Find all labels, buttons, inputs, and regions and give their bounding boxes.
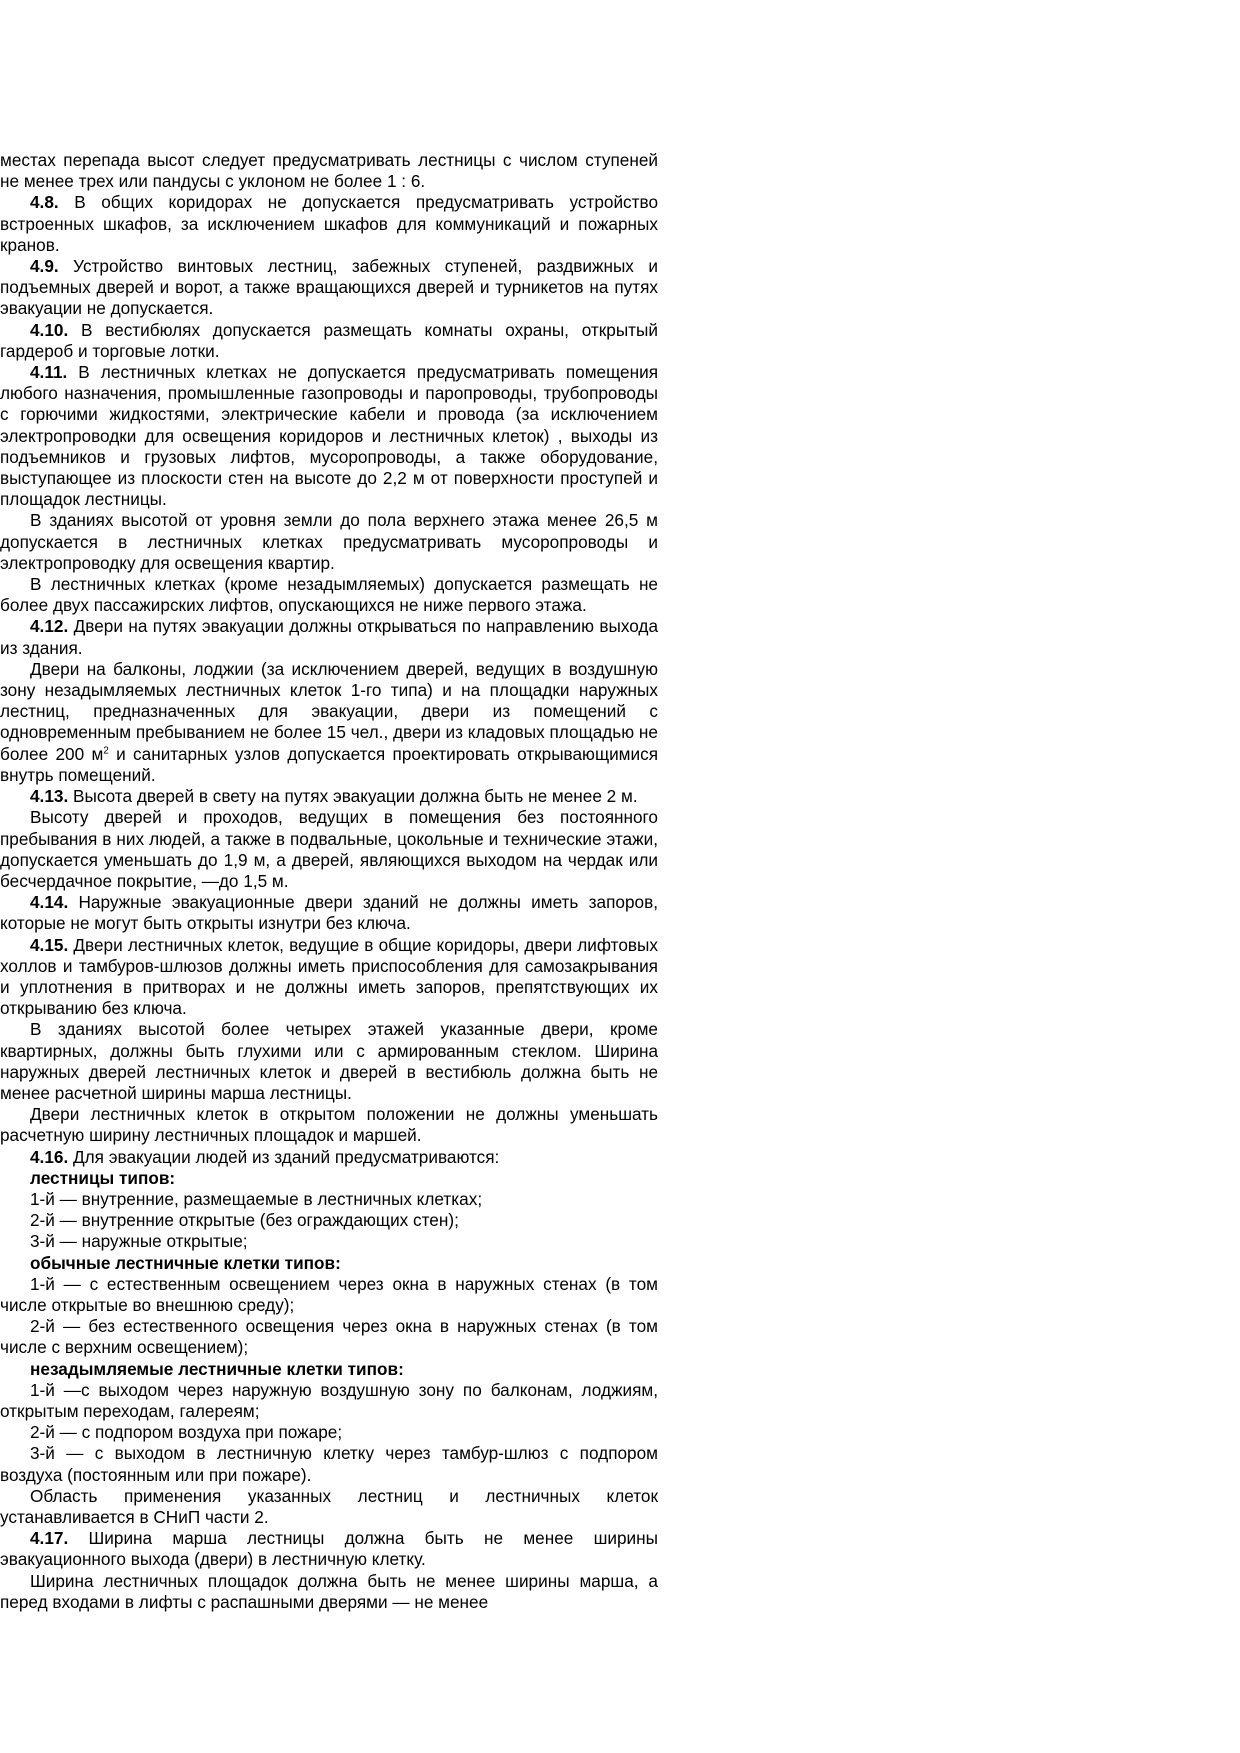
paragraph-text: В лестничных клетках (кроме незадымляемых) допускается размещать не более двух пассажирских лифтов, опускающихся не ниже первого этажа. bbox=[0, 574, 658, 616]
paragraph bbox=[0, 1274, 658, 1316]
section-heading-paragraph bbox=[0, 1359, 658, 1380]
paragraph bbox=[0, 574, 658, 616]
paragraph bbox=[0, 1528, 658, 1570]
paragraph-text: 1-й — с естественным освещением через окна в наружных стенах (в том числе открытые во внешнюю среду); bbox=[0, 1273, 658, 1315]
paragraph-text: В лестничных клетках не допускается предусматривать помещения любого назначения, промышленные газопроводы и паропроводы, трубопроводы с горючими жидкостями, электрические кабели и провода (за исключением электропроводки для освещения коридоров и лестничных клеток) , выходы из подъемников и грузовых лифтов, мусоропроводы, а также оборудование, выступающее из плоскости стен на высоте до 2,2 м от поверхности проступей и площадок лестницы. bbox=[0, 362, 659, 510]
paragraph bbox=[0, 150, 658, 192]
superscript: 2 bbox=[103, 744, 109, 756]
paragraph-text: В вестибюлях допускается размещать комнаты охраны, открытый гардероб и торговые лотки. bbox=[0, 319, 658, 361]
paragraph-text: 3-й — с выходом в лестничную клетку через тамбур-шлюз с подпором воздуха (постоянным или при пожаре). bbox=[0, 1443, 658, 1485]
paragraph-text: В зданиях высотой более четырех этажей указанные двери, кроме квартирных, должны быть глухими или с армированным стеклом. Ширина наружных дверей лестничных клеток и дверей в вестибюль должна быть не менее расчетной ширины марша лестницы. bbox=[0, 1019, 658, 1103]
paragraph-text: В зданиях высотой от уровня земли до пола верхнего этажа менее 26,5 м допускается в лестничных клетках предусматривать мусоропроводы и электропроводку для освещения квартир. bbox=[0, 510, 658, 573]
paragraph-text: Высоту дверей и проходов, ведущих в помещения без постоянного пребывания в них людей, а также в подвальные, цокольные и технические этажи, допускается уменьшать до 1,9 м, а дверей, являющихся выходом на чердак или бесчердачное покрытие, —до 1,5 м. bbox=[0, 807, 658, 891]
paragraph-text: Высота дверей в свету на путях эвакуации должна быть не менее 2 м. bbox=[73, 786, 638, 807]
paragraph bbox=[0, 659, 658, 786]
paragraph bbox=[0, 1104, 658, 1146]
paragraph bbox=[0, 320, 658, 362]
paragraph-text: Ширина лестничных площадок должна быть не менее ширины марша, а перед входами в лифты с распашными дверями — не менее bbox=[0, 1570, 658, 1612]
paragraph bbox=[0, 256, 658, 320]
clause-number: 4.11. bbox=[30, 362, 68, 383]
paragraph bbox=[0, 807, 658, 892]
clause-number: 4.10. bbox=[30, 319, 69, 340]
paragraph-text: Область применения указанных лестниц и лестничных клеток устанавливается в СНиП части 2. bbox=[0, 1485, 658, 1527]
paragraph-text: местах перепада высот следует предусматривать лестницы с числом ступеней не менее трех или пандусы с уклоном не более 1 : 6. bbox=[0, 150, 658, 192]
paragraph-text: 2-й — с подпором воздуха при пожаре; bbox=[30, 1422, 343, 1443]
clause-number: 4.14. bbox=[30, 892, 69, 913]
paragraph bbox=[0, 1019, 658, 1104]
paragraph-text: Двери лестничных клеток, ведущие в общие коридоры, двери лифтовых холлов и тамбуров-шлюзов должны иметь приспособления для самозакрывания и уплотнения в притворах и не должны иметь запоров, препятствующих их открыванию без ключа. bbox=[0, 934, 658, 1019]
document-page-text bbox=[0, 150, 658, 1613]
paragraph-text: Двери на балконы, лоджии (за исключением дверей, ведущих в воздушную зону незадымляемых лестничных клеток 1-го типа) и на площадки наружных лестниц, предназначенных для эвакуации, двери из помещений с одновременным пребыванием не более 15 чел., двери из кладовых площадью не более 200 м bbox=[0, 658, 658, 764]
paragraph-text: 2-й — внутренние открытые (без ограждающих стен); bbox=[30, 1210, 459, 1231]
paragraph bbox=[0, 1316, 658, 1358]
paragraph-text: В общих коридорах не допускается предусматривать устройство встроенных шкафов, за исключением шкафов для коммуникаций и пожарных кранов. bbox=[0, 192, 659, 255]
list-heading: незадымляемые лестничные клетки типов: bbox=[30, 1358, 404, 1379]
clause-number: 4.15. bbox=[30, 934, 69, 955]
paragraph-text: 3-й — наружные открытые; bbox=[30, 1231, 248, 1252]
paragraph-text: Наружные эвакуационные двери зданий не должны иметь запоров, которые не могут быть открыты изнутри без ключа. bbox=[0, 892, 658, 934]
paragraph bbox=[0, 192, 658, 256]
paragraph-text: Двери на путях эвакуации должны открываться по направлению выхода из здания. bbox=[0, 616, 659, 658]
paragraph bbox=[0, 935, 658, 1020]
section-heading-paragraph bbox=[0, 1168, 658, 1189]
paragraph bbox=[0, 1147, 658, 1168]
paragraph bbox=[0, 1571, 658, 1613]
paragraph bbox=[0, 1210, 658, 1231]
paragraph bbox=[0, 616, 658, 658]
paragraph-text: Двери лестничных клеток в открытом положении не должны уменьшать расчетную ширину лестничных площадок и маршей. bbox=[0, 1104, 658, 1146]
paragraph bbox=[0, 1486, 658, 1528]
paragraph bbox=[0, 362, 658, 510]
paragraph-text: 1-й —с выходом через наружную воздушную зону по балконам, лоджиям, открытым переходам, галереям; bbox=[0, 1379, 658, 1421]
clause-number: 4.16. bbox=[30, 1146, 69, 1167]
clause-number: 4.8. bbox=[30, 192, 59, 213]
clause-number: 4.13. bbox=[30, 786, 69, 807]
paragraph-text: 2-й — без естественного освещения через окна в наружных стенах (в том числе с верхним освещением); bbox=[0, 1316, 658, 1358]
paragraph-text: Для эвакуации людей из зданий предусматриваются: bbox=[73, 1146, 500, 1167]
paragraph bbox=[0, 1443, 658, 1485]
clause-number: 4.9. bbox=[30, 256, 59, 277]
paragraph-text: Ширина марша лестницы должна быть не менее ширины эвакуационного выхода (двери) в лестничную клетку. bbox=[0, 1528, 658, 1570]
paragraph bbox=[0, 1189, 658, 1210]
paragraph bbox=[0, 510, 658, 574]
paragraph bbox=[0, 1380, 658, 1422]
list-heading: обычные лестничные клетки типов: bbox=[30, 1252, 341, 1273]
paragraph-text-continued: и санитарных узлов допускается проектировать открывающимися внутрь помещений. bbox=[0, 743, 658, 785]
section-heading-paragraph bbox=[0, 1253, 658, 1274]
clause-number: 4.12. bbox=[30, 616, 69, 637]
paragraph bbox=[0, 1422, 658, 1443]
list-heading: лестницы типов: bbox=[30, 1167, 176, 1188]
paragraph bbox=[0, 892, 658, 934]
paragraph bbox=[0, 786, 658, 807]
paragraph bbox=[0, 1231, 658, 1252]
paragraph-text: Устройство винтовых лестниц, забежных ступеней, раздвижных и подъемных дверей и ворот, а также вращающихся дверей и турникетов на путях эвакуации не допускается. bbox=[0, 256, 658, 319]
clause-number: 4.17. bbox=[30, 1528, 69, 1549]
paragraph-text: 1-й — внутренние, размещаемые в лестничных клетках; bbox=[30, 1188, 483, 1209]
